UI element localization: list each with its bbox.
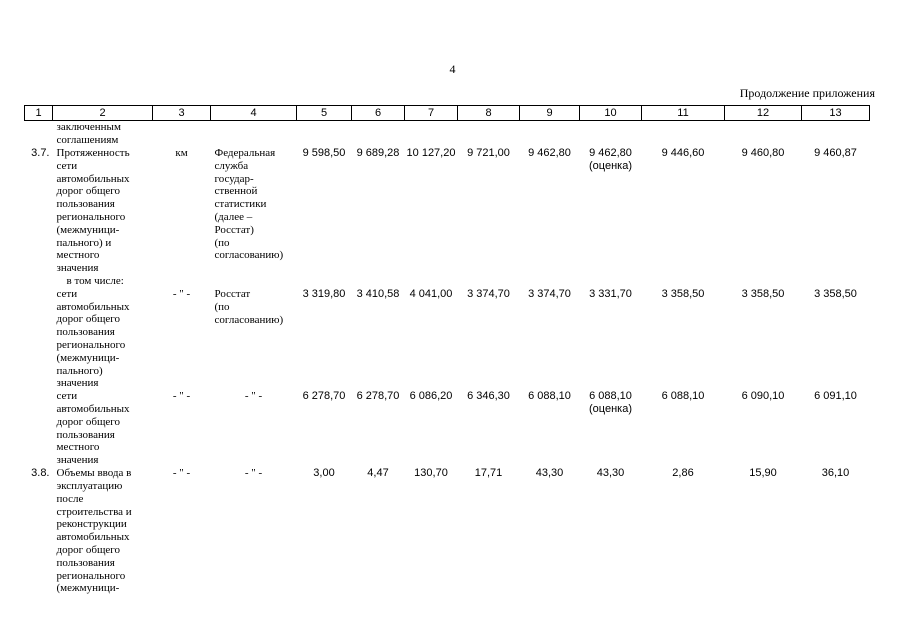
value-cell (802, 121, 870, 275)
value: 15,90 (749, 467, 777, 480)
column-header: 1 (25, 106, 53, 121)
value-cell (725, 467, 802, 595)
value-cell (802, 390, 870, 467)
continuation-caption: Продолжение приложения (739, 86, 875, 100)
source-cell (211, 390, 297, 467)
unit-label: - " - (172, 467, 191, 480)
unit-label: км (175, 147, 188, 159)
value-cell (802, 467, 870, 595)
value-cell (580, 390, 642, 467)
value: 3 374,70 (528, 287, 571, 300)
value: 3 331,70 (589, 287, 632, 300)
value: 6 278,70 (356, 390, 400, 403)
value: 130,70 (414, 467, 448, 480)
value-cell (725, 390, 802, 467)
value: 6 091,10 (814, 390, 857, 403)
row-index: 3.8. (31, 467, 50, 480)
value-cell (520, 467, 580, 595)
value: 36,10 (821, 467, 850, 480)
source-cell (211, 121, 297, 275)
indicator-label: сети автомобильных дорог общего пользования местного значения (56, 390, 130, 467)
value: 9 689,28 (356, 147, 400, 159)
row-index-cell (25, 275, 53, 390)
value: 6 090,10 (741, 390, 785, 403)
value-cell (352, 390, 405, 467)
value-cell (405, 121, 458, 275)
carryover-text: заключенным соглашениям (56, 121, 121, 146)
source-cell (211, 467, 297, 595)
value-cell (458, 467, 520, 595)
value: 43,30 (535, 467, 564, 480)
value: 17,71 (474, 467, 503, 480)
unit-cell (153, 121, 211, 275)
value: 9 462,80 (оценка) (589, 147, 632, 172)
value: 6 088,10 (оценка) (589, 390, 632, 415)
value-cell (352, 467, 405, 595)
value: 3 358,50 (661, 287, 705, 300)
page-number: 4 (449, 62, 456, 76)
value: 6 088,10 (661, 390, 705, 403)
value: 10 127,20 (406, 147, 456, 159)
column-header: 10 (580, 106, 642, 121)
unit-cell (153, 275, 211, 390)
row-index-cell (25, 467, 53, 595)
column-header: 5 (297, 106, 352, 121)
value-cell (520, 390, 580, 467)
column-header: 13 (802, 106, 870, 121)
value-cell (458, 390, 520, 467)
value-cell (642, 121, 725, 275)
column-header: 6 (352, 106, 405, 121)
column-header: 9 (520, 106, 580, 121)
value: 3 358,50 (814, 287, 857, 300)
row-index: 3.7. (31, 147, 50, 159)
value: 3,00 (313, 467, 335, 480)
value: 3 374,70 (467, 287, 510, 300)
source-label: - " - (244, 390, 263, 403)
unit-cell (153, 390, 211, 467)
value-cell (297, 467, 352, 595)
source-label: Федеральная служба государ- ственной статистики (далее – Росстат) (по согласованию) (214, 147, 284, 262)
value-cell (580, 275, 642, 390)
value-cell (580, 121, 642, 275)
value: 2,86 (672, 467, 694, 480)
indicator-label: Объемы ввода в эксплуатацию после строительства и реконструкции автомобильных дорог общего пользования регионального (межмуници- (56, 467, 132, 595)
unit-cell (153, 467, 211, 595)
value-cell (642, 467, 725, 595)
value-cell (458, 121, 520, 275)
indicator-label: Протяженность сети автомобильных дорог общего пользования регионального (межмуници- пального) и местного значения (56, 147, 130, 275)
appendix-table (24, 105, 870, 595)
column-header: 12 (725, 106, 802, 121)
value: 3 358,50 (741, 287, 785, 300)
value: 4,47 (367, 467, 389, 480)
value: 9 462,80 (528, 147, 571, 159)
unit-label: - " - (172, 287, 191, 300)
value-cell (352, 121, 405, 275)
source-label: - " - (244, 467, 263, 480)
value-cell (580, 467, 642, 595)
value-cell (297, 121, 352, 275)
value-cell (458, 275, 520, 390)
row-index-cell (25, 121, 53, 275)
value: 6 278,70 (302, 390, 346, 403)
value: 6 086,20 (409, 390, 453, 403)
value-cell (352, 275, 405, 390)
value-cell (405, 390, 458, 467)
table-row (25, 121, 870, 275)
source-cell (211, 275, 297, 390)
value: 3 319,80 (302, 287, 346, 300)
value-cell (642, 390, 725, 467)
indicator-cell (53, 121, 153, 275)
value: 6 088,10 (528, 390, 571, 403)
value-cell (520, 121, 580, 275)
value: 4 041,00 (409, 287, 453, 300)
column-header: 2 (53, 106, 153, 121)
value-cell (520, 275, 580, 390)
value: 3 410,58 (356, 287, 400, 300)
value: 9 721,00 (467, 147, 510, 159)
value: 9 598,50 (302, 147, 346, 159)
value: 9 446,60 (661, 147, 705, 159)
subtotal-prefix: в том числе: (66, 274, 124, 287)
value: 43,30 (596, 467, 625, 480)
value-cell (802, 275, 870, 390)
column-number-row (25, 106, 870, 121)
unit-label: - " - (172, 390, 191, 403)
table-row (25, 467, 870, 595)
value-cell (405, 467, 458, 595)
value: 6 346,30 (467, 390, 510, 403)
column-header: 8 (458, 106, 520, 121)
column-header: 3 (153, 106, 211, 121)
value-cell (405, 275, 458, 390)
value: 9 460,87 (814, 147, 857, 159)
value-cell (642, 275, 725, 390)
table-row (25, 275, 870, 390)
table-row (25, 390, 870, 467)
value-cell (725, 121, 802, 275)
source-label: Росстат (по согласованию) (214, 287, 284, 326)
row-index-cell (25, 390, 53, 467)
column-header: 4 (211, 106, 297, 121)
indicator-cell (53, 275, 153, 390)
value-cell (725, 275, 802, 390)
column-header: 7 (405, 106, 458, 121)
indicator-cell (53, 390, 153, 467)
column-header: 11 (642, 106, 725, 121)
indicator-label: сети автомобильных дорог общего пользования регионального (межмуници- пального) значения (56, 287, 130, 390)
value-cell (297, 390, 352, 467)
value: 9 460,80 (741, 147, 785, 159)
value-cell (297, 275, 352, 390)
indicator-cell (53, 467, 153, 595)
